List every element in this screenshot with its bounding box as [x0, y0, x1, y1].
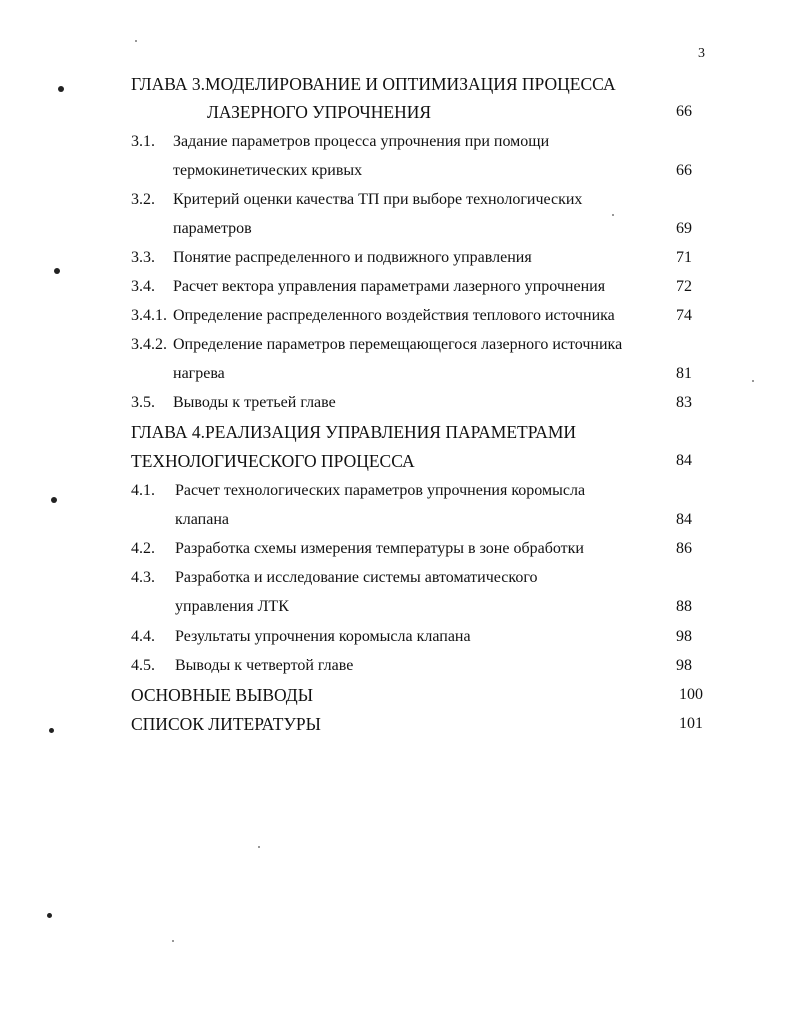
section-4-3-number: 4.3.	[131, 569, 155, 586]
section-4-2-number: 4.2.	[131, 540, 155, 557]
section-4-4-page: 98	[676, 628, 692, 645]
section-4-3-title-continued: управления ЛТК	[175, 598, 289, 615]
section-3-1-page: 66	[676, 162, 692, 179]
references-page: 101	[679, 715, 703, 732]
section-4-4-title: Результаты упрочнения коромысла клапана	[175, 628, 471, 645]
binder-hole-mark	[54, 268, 60, 274]
section-3-4-2-number: 3.4.2.	[131, 336, 167, 353]
chapter-4-title: ГЛАВА 4.РЕАЛИЗАЦИЯ УПРАВЛЕНИЯ ПАРАМЕТРАМИ	[131, 422, 577, 442]
binder-hole-mark	[49, 728, 54, 733]
conclusions-page: 100	[679, 686, 703, 703]
page-number: 3	[698, 46, 705, 61]
section-4-1-page: 84	[676, 511, 692, 528]
section-3-5-title: Выводы к третьей главе	[173, 394, 336, 411]
conclusions-title: ОСНОВНЫЕ ВЫВОДЫ	[131, 685, 314, 705]
section-3-4-2-page: 81	[676, 365, 692, 382]
section-4-5-number: 4.5.	[131, 657, 155, 674]
scan-speck	[612, 214, 614, 216]
section-4-1-title: Расчет технологических параметров упрочнения коромысла	[175, 482, 586, 499]
references-title: СПИСОК ЛИТЕРАТУРЫ	[131, 714, 321, 734]
section-3-2-title-continued: параметров	[173, 220, 252, 237]
binder-hole-mark	[47, 913, 52, 918]
section-3-4-1-page: 74	[676, 307, 692, 324]
chapter-4-title-continued: ТЕХНОЛОГИЧЕСКОГО ПРОЦЕССА	[131, 451, 415, 471]
scan-speck	[172, 940, 174, 942]
section-3-2-number: 3.2.	[131, 191, 155, 208]
binder-hole-mark	[58, 86, 64, 92]
section-3-4-1-number: 3.4.1.	[131, 307, 167, 324]
section-3-2-page: 69	[676, 220, 692, 237]
section-3-3-page: 71	[676, 249, 692, 266]
section-3-5-page: 83	[676, 394, 692, 411]
scan-speck	[135, 40, 137, 42]
section-3-4-2-title-continued: нагрева	[173, 365, 225, 382]
section-4-5-title: Выводы к четвертой главе	[175, 657, 354, 674]
chapter-3-page: 66	[676, 103, 692, 120]
section-3-1-title: Задание параметров процесса упрочнения при помощи	[173, 133, 550, 150]
chapter-3-title: ГЛАВА 3.МОДЕЛИРОВАНИЕ И ОПТИМИЗАЦИЯ ПРОЦЕССА	[131, 74, 616, 94]
scan-speck	[258, 846, 260, 848]
scan-speck	[752, 380, 754, 382]
section-3-2-title: Критерий оценки качества ТП при выборе технологических	[173, 191, 583, 208]
section-4-1-number: 4.1.	[131, 482, 155, 499]
section-3-4-1-title: Определение распределенного воздействия теплового источника	[173, 307, 615, 324]
section-4-2-title: Разработка схемы измерения температуры в зоне обработки	[175, 540, 584, 557]
chapter-4-page: 84	[676, 452, 692, 469]
binder-hole-mark	[51, 497, 57, 503]
section-4-5-page: 98	[676, 657, 692, 674]
section-3-1-title-continued: термокинетических кривых	[173, 162, 363, 179]
section-3-3-title: Понятие распределенного и подвижного управления	[173, 249, 532, 266]
section-4-3-page: 88	[676, 598, 692, 615]
section-3-4-title: Расчет вектора управления параметрами лазерного упрочнения	[173, 278, 606, 295]
section-4-3-title: Разработка и исследование системы автоматического	[175, 569, 538, 586]
section-3-4-page: 72	[676, 278, 692, 295]
section-3-1-number: 3.1.	[131, 133, 155, 150]
section-3-4-2-title: Определение параметров перемещающегося лазерного источника	[173, 336, 623, 353]
section-4-2-page: 86	[676, 540, 692, 557]
section-4-4-number: 4.4.	[131, 628, 155, 645]
section-3-4-number: 3.4.	[131, 278, 155, 295]
section-4-1-title-continued: клапана	[175, 511, 229, 528]
chapter-3-title-continued: ЛАЗЕРНОГО УПРОЧНЕНИЯ	[207, 102, 432, 122]
section-3-3-number: 3.3.	[131, 249, 155, 266]
section-3-5-number: 3.5.	[131, 394, 155, 411]
